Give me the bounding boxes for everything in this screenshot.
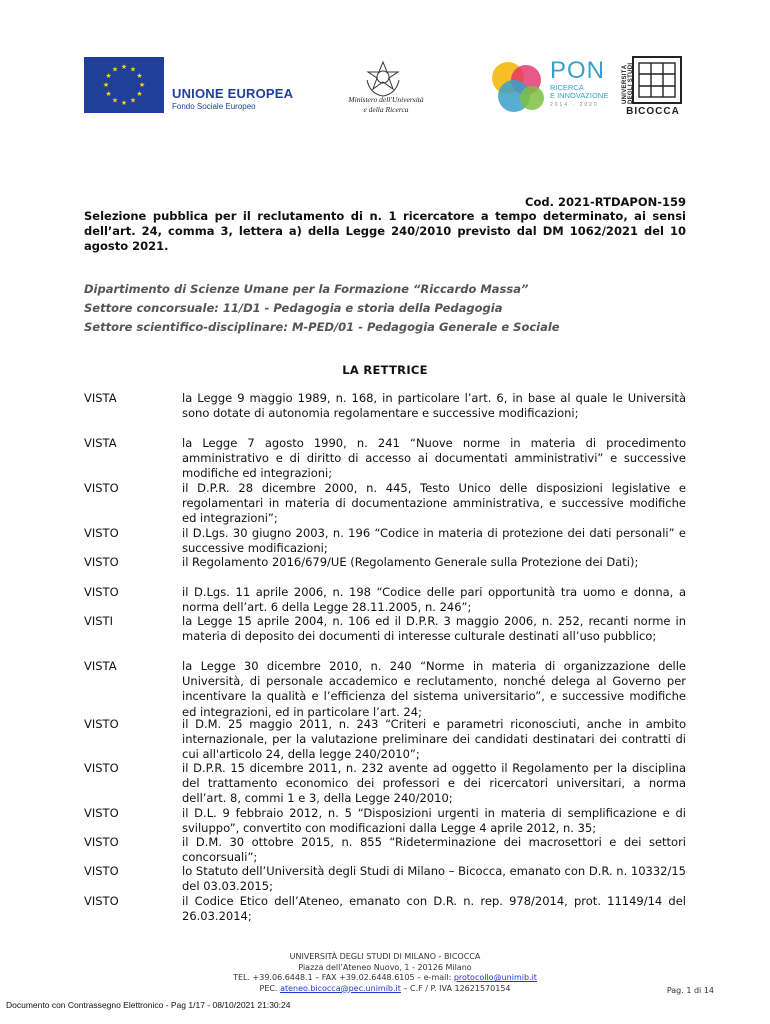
svg-text:★: ★ — [111, 96, 119, 105]
pon-subtitle-2: E INNOVAZIONE — [550, 91, 609, 100]
consideration-text: la Legge 7 agosto 1990, n. 241 “Nuove norme in materia di procedimento amministrativo e di diritto di accesso ai documentati amministrativi” e successive modifiche ed integrazioni; — [182, 436, 686, 481]
consideration-text: il D.Lgs. 30 giugno 2003, n. 196 “Codice in materia di protezione dei dati personali” e successive modificazioni; — [182, 526, 686, 556]
consideration-text: il D.P.R. 15 dicembre 2011, n. 232 avente ad oggetto il Regolamento per la disciplina del trattamento economico dei professori e dei ricercatori universitari, a norma dell’art. 8, commi 1 e 3, della Legge 240/2010; — [182, 761, 686, 806]
electronic-stamp-note: Documento con Contrassegno Elettronico - Pag 1/17 - 08/10/2021 21:30:24 — [6, 1000, 291, 1010]
svg-text:★: ★ — [102, 81, 110, 89]
eu-title: UNIONE EUROPEA — [172, 86, 294, 101]
svg-text:★: ★ — [120, 63, 128, 71]
consideration-text: il D.Lgs. 11 aprile 2006, n. 198 “Codice delle pari opportunità tra uomo e donna, a norma dell’art. 6 della Legge 28.11.2005, n. 246”; — [182, 585, 686, 615]
consideration-text: il D.M. 30 ottobre 2015, n. 855 “Rideterminazione dei macrosettori e dei settori concorsuali”; — [182, 835, 686, 865]
consideration-label: VISTO — [84, 806, 119, 820]
consideration-label: VISTO — [84, 585, 119, 599]
consideration-label: VISTO — [84, 481, 119, 495]
consideration-text: lo Statuto dell’Università degli Studi di Milano – Bicocca, emanato con D.R. n. 10332/15 del 03.03.2015; — [182, 864, 686, 894]
ministry-line-2: e della Ricerca — [363, 105, 409, 114]
footer-tax-code: – C.F / P. IVA 12621570154 — [400, 983, 511, 993]
department-info — [84, 280, 704, 337]
pon-graphic-icon — [486, 58, 550, 118]
consideration-text: il Regolamento 2016/679/UE (Regolamento Generale sulla Protezione dei Dati); — [182, 555, 639, 569]
svg-text:★: ★ — [136, 90, 143, 98]
consideration-label: VISTO — [84, 894, 119, 908]
consideration-label: VISTA — [84, 659, 117, 673]
consideration-text: la Legge 30 dicembre 2010, n. 240 “Norme in materia di organizzazione delle Università, di personale accademico e reclutamento, nonché delega al Governo per incentivare la qualità e l’efficienza del sistema universitario”, e successive modifiche ed integrazioni, ed in particolare l’art. 24; — [182, 659, 686, 719]
footer-phone-fax: TEL. +39.06.6448.1 – FAX +39.02.6448.6105 – e-mail: — [233, 973, 454, 982]
section-title: LA RETTRICE — [342, 363, 428, 377]
scientific-sector: Settore scientifico-disciplinare: M-PED/01 - Pedagogia Generale e Sociale — [84, 320, 560, 334]
consideration-label: VISTA — [84, 436, 117, 450]
svg-text:★: ★ — [111, 65, 119, 74]
document-title: Selezione pubblica per il reclutamento di n. 1 ricercatore a tempo determinato, ai sensi dell’art. 24, comma 3, lettera a) della Legge 240/2010 previsto dal DM 1062/2021 del 10 agosto 2021. — [84, 209, 686, 253]
consideration-label: VISTO — [84, 835, 119, 849]
unimib-vertical-text: UNIVERSITÀ DEGLI STUDI — [622, 62, 634, 104]
document-code: Cod. 2021-RTDAPON-159 — [525, 195, 686, 209]
department-name: Dipartimento di Scienze Umane per la Formazione “Riccardo Massa” — [84, 282, 529, 296]
footer-university: UNIVERSITÀ DEGLI STUDI DI MILANO - BICOCCA — [289, 952, 481, 961]
svg-text:★: ★ — [136, 72, 143, 80]
unimib-name: BICOCCA — [626, 106, 680, 117]
unimib-logo — [622, 56, 684, 122]
consideration-text: la Legge 9 maggio 1989, n. 168, in particolare l’art. 6, in base al quale le Università sono dotate di autonomia regolamentare e successive modificazioni; — [182, 391, 686, 421]
consideration-label: VISTO — [84, 717, 119, 731]
consideration-label: VISTO — [84, 555, 119, 569]
page-footer — [0, 952, 770, 994]
footer-pec — [0, 984, 770, 995]
consideration-label: VISTI — [84, 614, 113, 628]
pon-logo-text — [550, 58, 608, 108]
pon-title: PON — [550, 57, 606, 84]
pon-years: 2014 · 2020 — [550, 102, 599, 108]
svg-text:★: ★ — [105, 72, 112, 80]
consideration-text: il D.L. 9 febbraio 2012, n. 5 “Disposizioni urgenti in materia di semplificazione e di sviluppo”, convertito con modificazioni dalla Legge 4 aprile 2012, n. 35; — [182, 806, 686, 836]
protocol-email-link[interactable]: protocollo@unimib.it — [453, 973, 537, 982]
ministry-name — [334, 95, 438, 115]
consideration-label: VISTA — [84, 391, 117, 405]
italian-emblem-icon — [362, 58, 404, 98]
consideration-text: la Legge 15 aprile 2004, n. 106 ed il D.P.R. 3 maggio 2006, n. 252, recanti norme in materia di deposito dei documenti di interesse culturale destinati all’uso pubblico; — [182, 614, 686, 644]
footer-pec-prefix: PEC. — [259, 983, 281, 993]
unimib-emblem-icon — [632, 56, 682, 104]
svg-text:★: ★ — [129, 96, 137, 105]
eu-subtitle: Fondo Sociale Europeo — [172, 102, 256, 111]
page-number: Pag. 1 di 14 — [666, 986, 714, 995]
svg-text:★: ★ — [120, 99, 128, 107]
eu-flag-icon — [84, 57, 164, 113]
consideration-label: VISTO — [84, 864, 119, 878]
svg-text:★: ★ — [138, 81, 146, 89]
consideration-text: il D.P.R. 28 dicembre 2000, n. 445, Testo Unico delle disposizioni legislative e regolamentari in materia di documentazione amministrativa, e successive modifiche ed integrazioni”; — [182, 481, 686, 526]
svg-text:★: ★ — [129, 65, 137, 74]
competition-sector: Settore concorsuale: 11/D1 - Pedagogia e storia della Pedagogia — [84, 301, 503, 315]
consideration-label: VISTO — [84, 761, 119, 775]
svg-text:★: ★ — [105, 90, 112, 98]
pon-subtitle-1: RICERCA — [550, 83, 584, 92]
consideration-text: il D.M. 25 maggio 2011, n. 243 “Criteri e parametri riconosciuti, anche in ambito internazionale, per la valutazione preliminare dei candidati destinatari dei contratti di cui all'articolo 24, della legge 240/2010”; — [182, 717, 686, 762]
pec-email-link[interactable]: ateneo.bicocca@pec.unimib.it — [280, 983, 401, 993]
footer-address: Piazza dell’Ateneo Nuovo, 1 - 20126 Milano — [298, 962, 472, 972]
footer-contacts — [0, 973, 770, 984]
consideration-text: il Codice Etico dell’Ateneo, emanato con D.R. n. rep. 978/2014, prot. 11149/14 del 26.03.2014; — [182, 894, 686, 924]
ministry-line-1: Ministero dell'Università — [348, 95, 424, 104]
consideration-label: VISTO — [84, 526, 119, 540]
